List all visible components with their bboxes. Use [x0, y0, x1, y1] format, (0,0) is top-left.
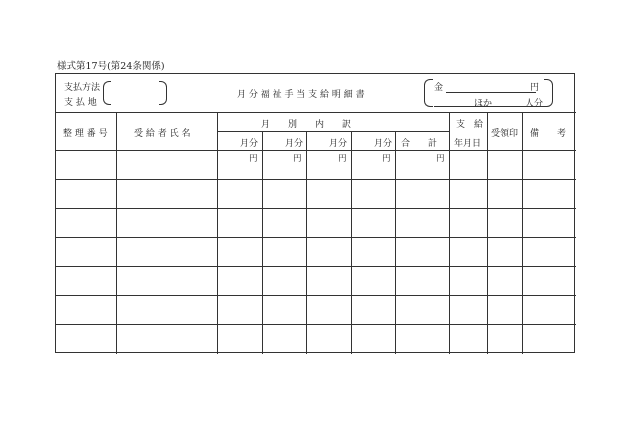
yen-unit-2: 円: [293, 154, 302, 164]
document-title: 月 分 福 祉 手 当 支 給 明 細 書: [237, 90, 365, 100]
month-header-4: 月分: [374, 139, 393, 149]
month-header-2: 月分: [285, 139, 304, 149]
receipt-seal-header: 受領印: [491, 129, 519, 139]
month-header-1: 月分: [240, 139, 259, 149]
form-frame: [55, 73, 575, 353]
form-reference: 様式第17号(第24条関係): [57, 61, 165, 72]
yen-unit-4: 円: [382, 154, 391, 164]
amount-underline: [446, 92, 536, 93]
payment-method-label: 支払方法: [64, 83, 101, 93]
recipient-name-header: 受 給 者 氏 名: [134, 129, 191, 139]
yen-unit-3: 円: [338, 154, 347, 164]
remarks-header: 備 考: [530, 129, 567, 139]
payment-place-label: 支 払 地: [64, 98, 97, 108]
amount-prefix: 金: [434, 83, 444, 93]
total-header: 合 計: [401, 139, 438, 149]
serial-number-header: 整 理 番 号: [63, 129, 108, 139]
amount-bracket-left: [424, 79, 433, 107]
payment-method-bracket-right: [159, 81, 167, 105]
yen-unit-1: 円: [249, 154, 258, 164]
persons-unit: 人分: [525, 99, 544, 109]
yen-unit-total: 円: [436, 154, 445, 164]
payment-header: 支 給: [456, 120, 484, 130]
amount-bracket-right: [544, 79, 553, 107]
others-label: ほか: [474, 99, 493, 109]
amount-unit: 円: [530, 83, 540, 93]
month-header-3: 月分: [329, 139, 348, 149]
payment-method-bracket-left: [103, 81, 111, 105]
payment-date-header: 年月日: [454, 139, 482, 149]
monthly-breakdown-header: 月 別 内 訳: [261, 120, 352, 130]
persons-underline: [434, 106, 544, 107]
